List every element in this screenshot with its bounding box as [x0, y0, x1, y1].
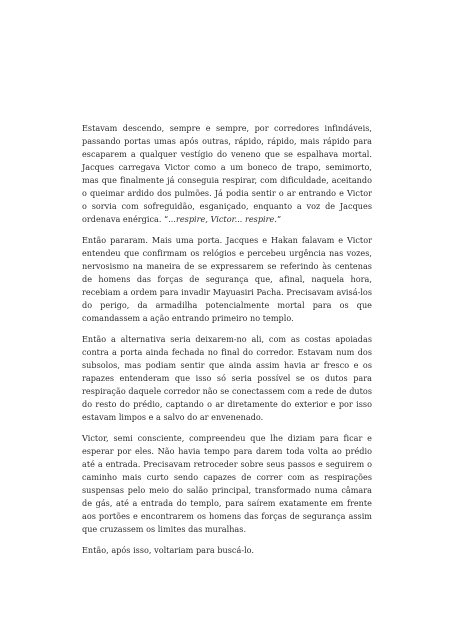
- paragraph-5: Então, após isso, voltariam para buscá-lo.: [82, 545, 255, 555]
- paragraph-3: Então a alternativa seria deixarem-no ali, com as costas apoiadas contra a porta ainda fechada no final do corredor. Estavam num dos subsolos, mas podiam sentir que ainda assim havia ar fresco e os rapazes entenderam que isso só seria possível se os dutos para respiração daquele corredor não se conectassem com a rede de dutos do resto do prédio, captando o ar diretamente do exterior e por isso estavam limpos e a salvo do ar envenenado.: [82, 334, 372, 422]
- paragraph-1-emphasis: ...respire, Victor... respire.: [168, 214, 277, 224]
- paragraph-1-text: Estavam descendo, sempre e sempre, por corredores infindáveis, passando portas umas após outras, rápido, rápido, mais rápido para escaparem a qualquer vestígio do veneno que se espalhava mortal. Jacques carregava Victor como a um boneco de trapo, semimorto, mas que finalmente já conseguia respirar, com dificuldade, aceitando o queimar ardido dos pulmões. Já podia sentir o ar entrando e Victor o sorvia com sofreguidão, esganiçado, enquanto a voz de Jacques ordenava enérgica. “: [82, 123, 372, 224]
- body-text: [82, 122, 372, 565]
- paragraph-2: Então pararam. Mais uma porta. Jacques e Hakan falavam e Victor entendeu que confirmam os relógios e percebeu urgência nas vozes, nervosismo na maneira de se expressarem se referindo às centenas de homens das forças de segurança que, afinal, naquela hora, recebiam a ordem para invadir Mayuasiri Pacha. Precisavam avisá-los do perigo, da armadilha potencialmente mortal para os que comandassem a ação entrando primeiro no templo.: [82, 235, 372, 323]
- paragraph-1: [82, 122, 372, 226]
- paragraph-1-closing-quote: ”: [276, 214, 282, 224]
- paragraph-4: Victor, semi consciente, compreendeu que lhe diziam para ficar e esperar por eles. Não havia tempo para darem toda volta ao prédio até a entrada. Precisavam retroceder sobre seus passos e seguirem o caminho mais curto sendo capazes de correr com as respirações suspensas pelo meio do salão principal, transformado numa câmara de gás, até a entrada do templo, para saírem exatamente em frente aos portões e encontrarem os homens das forças de segurança assim que cruzassem os limites das muralhas.: [82, 433, 372, 534]
